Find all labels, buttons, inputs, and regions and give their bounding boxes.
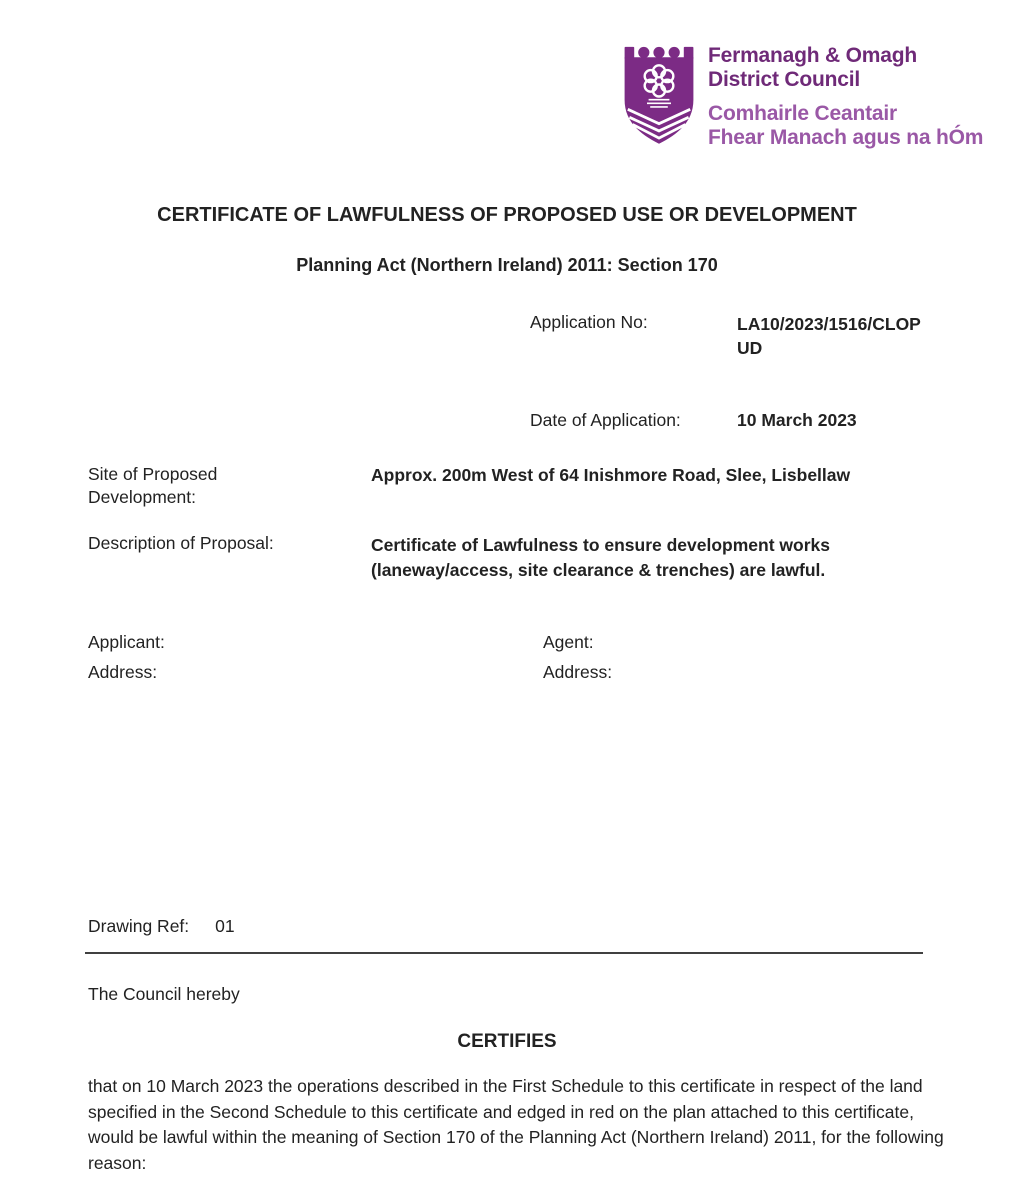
council-logo	[619, 40, 983, 153]
application-number-line1: LA10/2023/1516/CLOP	[737, 314, 921, 334]
application-date-value: 10 March 2023	[737, 410, 857, 430]
site-value: Approx. 200m West of 64 Inishmore Road, Slee, Lisbellaw	[371, 465, 851, 485]
horizontal-divider	[85, 952, 923, 954]
document-title: CERTIFICATE OF LAWFULNESS OF PROPOSED USE OR DEVELOPMENT	[157, 204, 857, 226]
council-name-en-line2: District Council	[708, 68, 860, 91]
agent-address-label: Address:	[543, 662, 613, 682]
council-name-ga-line2: Fhear Manach agus na hÓm	[708, 126, 984, 149]
application-date-label: Date of Application:	[530, 410, 681, 430]
council-logo-text	[708, 40, 983, 150]
council-name-ga-line1: Comhairle Ceantair	[708, 102, 897, 125]
site-label: Site of Proposed Development:	[88, 464, 218, 507]
drawing-ref-label: Drawing Ref:	[88, 916, 190, 936]
application-number-label: Application No:	[530, 312, 648, 332]
drawing-ref-value: 01	[215, 916, 235, 936]
council-name-en-line1: Fermanagh & Omagh	[708, 44, 917, 67]
applicant-address-label: Address:	[88, 662, 158, 682]
certifies-heading: CERTIFIES	[457, 1031, 557, 1052]
description-label: Description of Proposal:	[88, 533, 274, 553]
application-number-value	[737, 312, 977, 360]
document-subtitle: Planning Act (Northern Ireland) 2011: Section 170	[296, 255, 718, 275]
drawing-ref-row	[88, 916, 235, 937]
certification-intro: The Council hereby	[88, 984, 240, 1004]
description-value: Certificate of Lawfulness to ensure development works (laneway/access, site clearance & trenches) are lawful.	[371, 535, 830, 580]
agent-label: Agent:	[543, 632, 594, 652]
certification-body: that on 10 March 2023 the operations described in the First Schedule to this certificate in respect of the land specified in the Second Schedule to this certificate and edged in red on the plan attached to this certificate, would be lawful within the meaning of Section 170 of the Planning Act (Northern Ireland) 2011, for the following reason:	[88, 1076, 944, 1173]
council-shield-icon	[619, 40, 699, 153]
applicant-label: Applicant:	[88, 632, 165, 652]
application-number-line2: UD	[737, 338, 763, 358]
